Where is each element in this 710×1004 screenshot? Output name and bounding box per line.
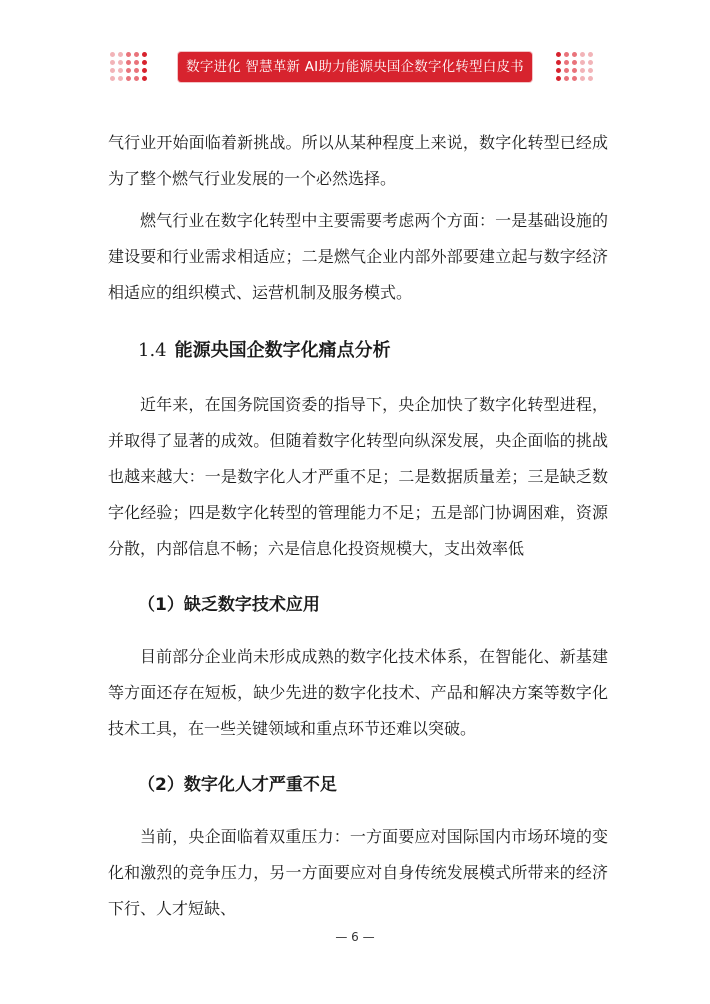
- subheading-talent-shortage: （2）数字化人才严重不足: [138, 775, 337, 795]
- paragraph-gas-industry: 燃气行业在数字化转型中主要需要考虑两个方面：一是基础设施的建设要和行业需求相适应；二是燃气企业内部外部要建立起与数字经济相适应的组织模式、运营机制及服务模式。: [108, 211, 608, 302]
- decorative-dot: [564, 76, 569, 81]
- decorative-dot: [572, 52, 577, 57]
- decorative-dot: [110, 60, 115, 65]
- decorative-dot: [572, 68, 577, 73]
- paragraph-pain-points: 近年来，在国务院国资委的指导下，央企加快了数字化转型进程，并取得了显著的成效。但随着数字化转型向纵深发展，央企面临的挑战也越来越大：一是数字化人才严重不足；二是数据质量差；三是缺乏数字化经验；四是数字化转型的管理能力不足；五是部门协调困难，资源分散，内部信息不畅；六是信息化投资规模大，支出效率低: [108, 395, 608, 558]
- decorative-dot: [110, 76, 115, 81]
- decorative-dot: [110, 52, 115, 57]
- decorative-dot: [134, 68, 139, 73]
- decorative-dot: [580, 60, 585, 65]
- decorative-dot: [556, 60, 561, 65]
- decorative-dot: [556, 52, 561, 57]
- page-number: — 6 —: [335, 930, 375, 944]
- paragraph-tech-application: 目前部分企业尚未形成成熟的数字化技术体系，在智能化、新基建等方面还存在短板，缺少先进的数字化技术、产品和解决方案等数字化技术工具，在一些关键领域和重点环节还难以突破。: [108, 647, 608, 738]
- decorative-dot: [556, 68, 561, 73]
- decorative-dot: [588, 76, 593, 81]
- section-heading: [138, 333, 608, 369]
- decorative-dot: [118, 68, 123, 73]
- decorative-dot: [118, 52, 123, 57]
- decorative-dot: [564, 60, 569, 65]
- decorative-dot: [580, 52, 585, 57]
- decorative-dot: [580, 76, 585, 81]
- decorative-dot: [572, 76, 577, 81]
- decorative-dot: [564, 52, 569, 57]
- decorative-dot: [588, 60, 593, 65]
- decorative-dot: [142, 60, 147, 65]
- decorative-dots-right: [556, 52, 594, 82]
- decorative-dot: [588, 68, 593, 73]
- decorative-dot: [126, 60, 131, 65]
- page-header: [0, 50, 710, 86]
- subheading-tech-application: （1）缺乏数字技术应用: [138, 595, 320, 615]
- decorative-dot: [126, 52, 131, 57]
- decorative-dots-left: [110, 52, 148, 82]
- decorative-dot: [556, 76, 561, 81]
- page-content: [108, 125, 608, 927]
- section-title: 能源央国企数字化痛点分析: [174, 340, 391, 361]
- decorative-dot: [110, 68, 115, 73]
- header-title-banner: 数字进化 智慧革新 AI助力能源央国企数字化转型白皮书: [178, 52, 532, 82]
- decorative-dot: [142, 68, 147, 73]
- decorative-dot: [588, 52, 593, 57]
- decorative-dot: [134, 52, 139, 57]
- decorative-dot: [126, 68, 131, 73]
- paragraph-continuation: 气行业开始面临着新挑战。所以从某种程度上来说，数字化转型已经成为了整个燃气行业发展的一个必然选择。: [108, 133, 608, 188]
- decorative-dot: [118, 60, 123, 65]
- section-number: 1.4: [138, 340, 167, 361]
- decorative-dot: [134, 60, 139, 65]
- decorative-dot: [134, 76, 139, 81]
- decorative-dot: [142, 76, 147, 81]
- decorative-dot: [118, 76, 123, 81]
- decorative-dot: [126, 76, 131, 81]
- decorative-dot: [142, 52, 147, 57]
- decorative-dot: [580, 68, 585, 73]
- decorative-dot: [572, 60, 577, 65]
- decorative-dot: [564, 68, 569, 73]
- paragraph-talent-shortage: 当前，央企面临着双重压力：一方面要应对国际国内市场环境的变化和激烈的竞争压力，另一方面要应对自身传统发展模式所带来的经济下行、人才短缺、: [108, 827, 608, 918]
